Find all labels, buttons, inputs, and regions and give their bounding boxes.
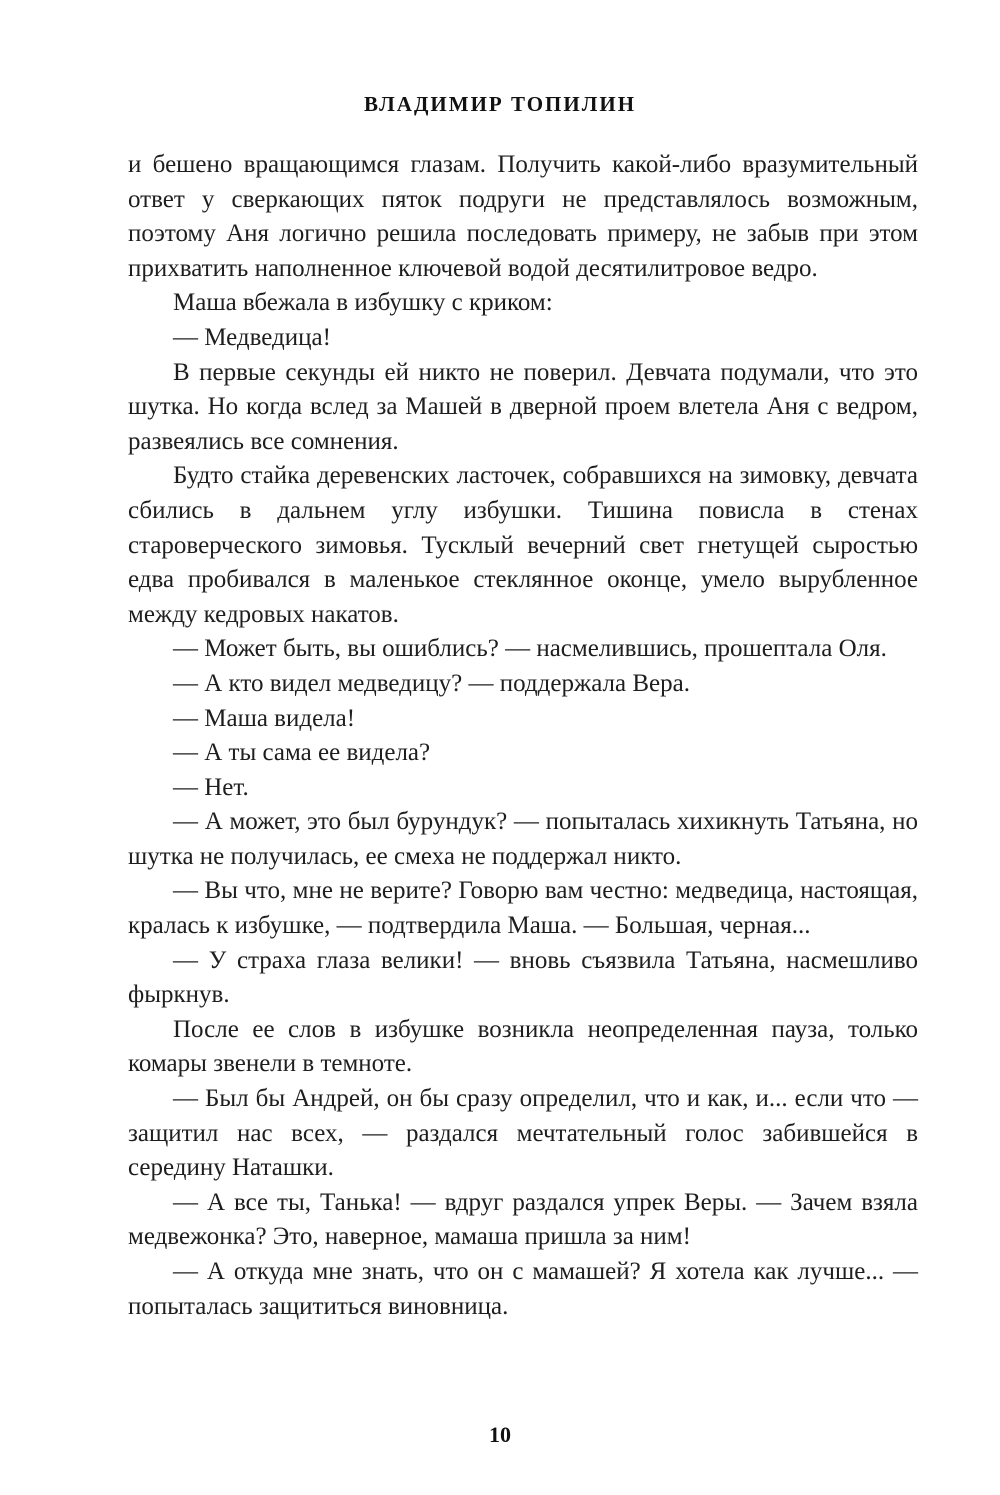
paragraph: — Может быть, вы ошиблись? — насмелившись, прошептала Оля. — [173, 635, 887, 663]
paragraph: и бешено вращающимся глазам. Получить какой-либо вразумительный ответ у сверкающих пяток подруги не представлялось возможным, поэтому Аня логично решила последовать примеру, не забыв при этом прихватить наполненное ключевой водой десятилитровое ведро. — [128, 151, 918, 282]
paragraph: Маша вбежала в избушку с криком: — [173, 289, 553, 317]
paragraph: — У страха глаза велики! — вновь съязвила Татьяна, насмешливо фыркнув. — [128, 946, 918, 1009]
paragraph: — Нет. — [173, 773, 249, 801]
paragraph: — А ты сама ее видела? — [173, 739, 431, 767]
paragraph: — Вы что, мне не верите? Говорю вам честно: медведица, настоящая, кралась к избушке, — подтвердила Маша. — Большая, черная... — [128, 877, 918, 940]
page-number: 10 — [489, 1422, 511, 1447]
paragraph: После ее слов в избушке возникла неопределенная пауза, только комары звенели в темноте. — [128, 1015, 918, 1078]
paragraph: — А все ты, Танька! — вдруг раздался упрек Веры. — Зачем взяла медвежонка? Это, наверное, мамаша пришла за ним! — [128, 1188, 918, 1251]
paragraph: В первые секунды ей никто не поверил. Девчата подумали, что это шутка. Но когда вслед за Машей в дверной проем влетела Аня с ведром, развеялись все сомнения. — [128, 358, 918, 455]
paragraph: — А может, это был бурундук? — попыталась хихикнуть Татьяна, но шутка не получилась, ее смеха не поддержал никто. — [128, 808, 918, 870]
paragraph: Будто стайка деревенских ласточек, собравшихся на зимовку, девчата сбились в дальнем углу избушки. Тишина повисла в стенах староверческого зимовья. Тусклый вечерний свет гнетущей сыростью едва пробивался в маленькое стеклянное оконце, умело вырубленное между кедровых накатов. — [128, 462, 918, 628]
paragraph: — Маша видела! — [173, 704, 356, 732]
paragraph: — Был бы Андрей, он бы сразу определил, что и как, и... если что — защитил нас всех, — раздался мечтательный голос забившейся в середину Наташки. — [128, 1085, 918, 1182]
paragraph: — А кто видел медведицу? — поддержала Вера. — [173, 669, 690, 697]
paragraph: — Медведица! — [173, 323, 331, 351]
body-text — [128, 148, 918, 1324]
running-header: ВЛАДИМИР ТОПИЛИН — [363, 92, 637, 116]
paragraph: — А откуда мне знать, что он с мамашей? Я хотела как лучше... — попыталась защититься виновница. — [128, 1258, 918, 1320]
